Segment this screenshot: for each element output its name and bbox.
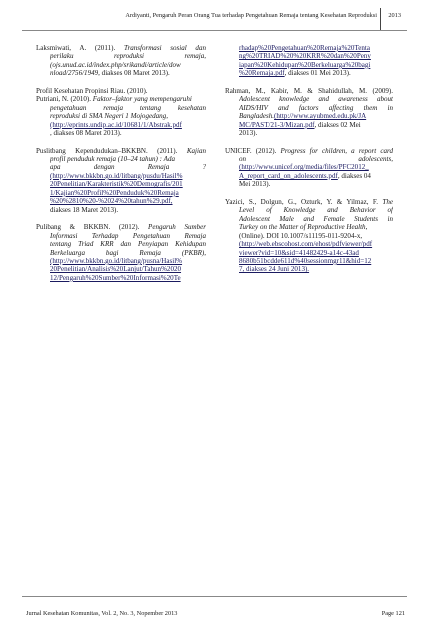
reference-link[interactable]: %20%2810%20-%2024%20tahun%29.pdf, [50,197,173,206]
reference-title-line: Berkeluarga bagi Remaja (PKBR), [50,248,206,257]
reference-author: Rahman, M., Kabir, M. & Shahidullah, M. (2009). [225,86,393,95]
reference-link[interactable]: 8680b51bcdde611d%40sessionmgr11&hid=12 [239,256,372,265]
reference-profil-riau [36,87,206,95]
header-year: 2013 [388,12,401,19]
reference-link[interactable]: 20Penelitian/Analisis%20Lanjut/Tahun%2020 [50,265,182,274]
reference-accessed: , diakses 04 [337,171,371,180]
reference-title-line: reproduksi di SMA Negeri 1 Mojogedang, [50,112,168,121]
reference-accessed: , diakses 01 Mei 2013). [284,69,351,78]
reference-title: Pengaruh Sumber [148,223,206,232]
reference-link[interactable]: (http://www.bkkbn.go.id/litbang/pusdu/Hasil% [50,171,183,180]
reference-unicef [225,147,393,189]
footer-page-number: Page 121 [381,610,405,617]
reference-pulibang [36,223,206,282]
reference-title-line: Level of Knowledge and Behavior of [239,206,393,215]
reference-author: Putriani, N. (2010). [36,95,93,104]
reference-url-line: (ojs.unud.ac.id/index.php/srikandi/article/dow [50,60,181,69]
reference-link[interactable]: %20Remaja.pdf [239,69,285,78]
reference-link[interactable]: viewer?vid=10&sid=41482429-a14c-43ad [239,248,359,257]
reference-title: Faktor–faktor yang mempengaruhi [92,95,192,104]
reference-accessed: , diakses 02 Mei [314,120,361,129]
reference-accessed: , diakses 08 Maret 2013). [50,129,122,138]
reference-title-line: apa dengan Remaja ? [50,163,206,172]
reference-link[interactable]: (http://eprints.undip.ac.id/10681/1/Abstrak.pdf [50,120,182,129]
reference-title-line: Adolescent Male and Female Students in [239,214,393,223]
reference-author: Pulibang & BKKBN. (2012). [36,223,149,232]
reference-title: Progress for children, a report card [280,146,393,155]
reference-link[interactable]: MC/PAST/21-3/Mizan.pdf [239,120,315,129]
reference-link[interactable]: (http://web.ebscohost.com/ehost/pdfviewer/pdf [239,240,373,249]
reference-link[interactable]: A_report_card_on_adolescents.pdf [239,171,338,180]
reference-title-line: Turkey on the Matter of Reproductive Health [239,223,366,232]
reference-rahman [225,87,393,138]
reference-pulibang-continued [225,44,393,78]
reference-title-line: tentang Triad KRR dan Penyiapan Kehidupan [50,240,206,249]
reference-accessed: , diakses 08 Maret 2013). [98,69,170,78]
reference-link[interactable]: 7, diakses 24 Juni 2013). [239,265,310,274]
reference-title-line: Bangladesh. [239,112,275,121]
reference-title-line: AIDS/HIV and factors affecting them in [239,103,393,112]
running-title: Ardiyanti, Pengaruh Peran Orang Tua terhadap Pengetahuan Remaja tentang Kesehatan Reproduksi [125,12,377,19]
reference-title-line: Informasi Terhadap Pengetahuan Remaja [50,231,206,240]
footer-rule [22,596,407,597]
reference-link[interactable]: (http://www.ayubmed.edu.pk/JA [274,112,367,121]
header-rule [22,30,407,31]
reference-link[interactable]: 1/Kajian%20Profil%20Penduduk%20Remaja [50,188,179,197]
reference-title: Transformasi sosial dan [123,44,206,52]
reference-link[interactable]: iapan%20Kehidupan%20Berkeluarga%20bagi [239,60,371,69]
reference-doi: (Online). DOI 10.1007/s11195-011-9204-x, [239,231,363,240]
reference-title-line: Adolescent knowledge and awareness about [239,95,393,104]
references-left-column [36,44,206,282]
reference-author: Puslitbang Kependudukan–BKKBN. (2011). [36,146,187,155]
footer-journal: Jurnal Kesehatan Komunitas, Vol. 2, No. 3, Nopember 2013 [26,610,178,617]
reference-accessed: 2013). [239,129,258,138]
reference-link[interactable]: (http://www.unicef.org/media/files/PFC2012_ [239,163,369,172]
reference-title-line: profil penduduk remaja (10–24 tahun) : Ada [50,154,176,163]
header-divider [380,8,381,30]
reference-link[interactable]: 20Penelitian/Karakteristik%20Demografis/201 [50,180,183,189]
reference-accessed: Mei 2013). [239,180,271,189]
reference-link[interactable]: rhadap%20Pengetahuan%20Remaja%20Tenta [239,44,371,52]
reference-title-line: on adolescents, [239,154,393,163]
reference-title: The [382,197,393,206]
reference-author: UNICEF. (2012). [225,146,281,155]
reference-link[interactable]: (http://www.bkkbn.go.id/litbang/pusna/Hasil% [50,256,183,265]
reference-link[interactable]: 12/Pengaruh%20Sumber%20Informasi%20Te [50,273,181,282]
reference-text: Profil Kesehatan Propinsi Riau. (2010). [36,86,148,95]
reference-title-line: perilaku reproduksi remaja, [50,52,206,61]
reference-url-line: nload/2756/1949 [50,69,99,78]
reference-yazici [225,198,393,274]
reference-accessed: diakses 18 Maret 2013). [50,205,119,214]
reference-punctuation: , [365,223,368,232]
page-footer [0,596,427,620]
page-header [0,8,427,28]
reference-title-line: pengetahuan remaja tentang kesehatan [50,103,206,112]
reference-link[interactable]: ng%20TRIAD%20%20KRR%20dan%20Peny [239,52,371,61]
reference-puslitbang [36,147,206,215]
reference-putriani [36,95,206,137]
reference-title: Kajian [186,146,206,155]
reference-laksmiwati [36,44,206,78]
reference-author: Laksmiwati, A. (2011). [36,44,124,52]
references-right-column [225,44,393,283]
reference-author: Yazici, S., Dolgun, G., Ozturk, Y. & Yilmaz, F. [225,197,383,206]
